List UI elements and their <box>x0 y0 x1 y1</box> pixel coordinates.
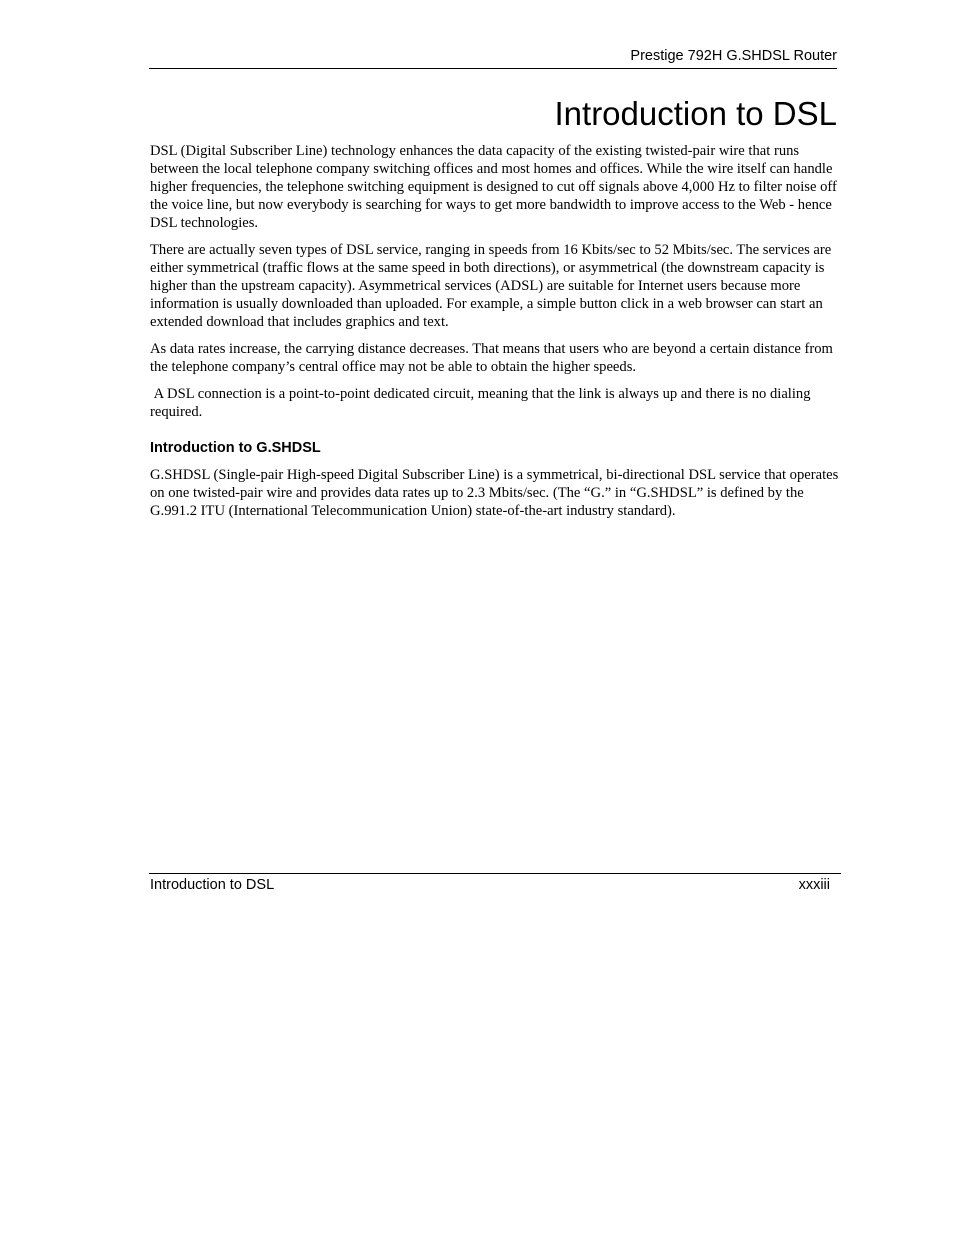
footer-page-number: xxxiii <box>798 877 830 893</box>
body-text <box>150 142 840 529</box>
section-heading: Introduction to G.SHDSL <box>150 440 321 456</box>
running-footer <box>149 873 841 893</box>
running-header <box>149 47 837 69</box>
header-product-name: Prestige 792H G.SHDSL Router <box>630 48 837 64</box>
chapter-title: Introduction to DSL <box>554 95 837 132</box>
paragraph-dsl-types: There are actually seven types of DSL service, ranging in speeds from 16 Kbits/sec to 52 Mbits/sec. The services are either symmetrical (traffic flows at the same speed in both directions), or asymmetrical (the downstream capacity is higher than the upstream capacity). Asymmetrical services (ADSL) are suitable for Internet users because more information is usually downloaded than uploaded. For example, a simple button click in a web browser can start an extended download that includes graphics and text. <box>150 242 832 330</box>
paragraph-data-rates: As data rates increase, the carrying distance decreases. That means that users who are beyond a certain distance from the telephone company’s central office may not be able to obtain the higher speeds. <box>150 341 833 375</box>
footer-chapter-name: Introduction to DSL <box>150 877 275 893</box>
paragraph-dsl-overview: DSL (Digital Subscriber Line) technology enhances the data capacity of the existing twisted-pair wire that runs between the local telephone company switching offices and most homes and offices. While the wire itself can handle higher frequencies, the telephone switching equipment is designed to cut off signals above 4,000 Hz to filter noise off the voice line, but now everybody is searching for ways to get more bandwidth to improve access to the Web - hence DSL technologies. <box>150 143 837 231</box>
paragraph-gshdsl: G.SHDSL (Single-pair High-speed Digital Subscriber Line) is a symmetrical, bi-directional DSL service that operates on one twisted-pair wire and provides data rates up to 2.3 Mbits/sec. (The “G.” in “G.SHDSL” is defined by the G.991.2 ITU (International Telecommunication Union) state-of-the-art industry standard). <box>150 467 839 519</box>
paragraph-dsl-connection: A DSL connection is a point-to-point dedicated circuit, meaning that the link is always up and there is no dialing required. <box>150 386 815 420</box>
